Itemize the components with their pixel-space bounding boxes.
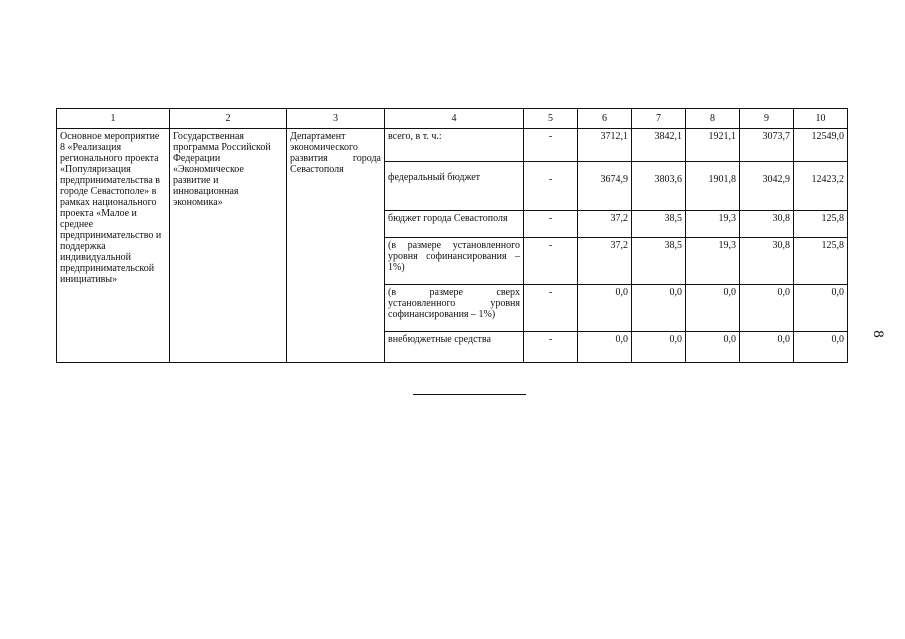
value-cell: -: [524, 162, 578, 211]
value-cell: 0,0: [578, 285, 632, 332]
value-cell: 12423,2: [794, 162, 848, 211]
value-cell: 3712,1: [578, 129, 632, 162]
source-cell: федеральный бюджет: [385, 162, 524, 211]
value-cell: 0,0: [632, 285, 686, 332]
col-header: 4: [385, 109, 524, 129]
end-separator-line: [413, 394, 526, 395]
value-cell: 0,0: [578, 332, 632, 363]
value-cell: 37,2: [578, 211, 632, 238]
funding-table: [56, 108, 848, 363]
col-header: 1: [57, 109, 170, 129]
source-cell: (в размере установленного уровня софинансирования – 1%): [385, 238, 524, 285]
value-cell: 38,5: [632, 211, 686, 238]
value-cell: 3073,7: [740, 129, 794, 162]
col-header: 9: [740, 109, 794, 129]
value-cell: 3803,6: [632, 162, 686, 211]
value-cell: 0,0: [686, 285, 740, 332]
value-cell: -: [524, 238, 578, 285]
col-header: 2: [170, 109, 287, 129]
col-header: 8: [686, 109, 740, 129]
value-cell: -: [524, 332, 578, 363]
col-header: 10: [794, 109, 848, 129]
value-cell: 0,0: [740, 332, 794, 363]
program-cell: Государственная программа Российской Федерации «Экономическое развитие и инновационная экономика»: [170, 129, 287, 363]
col-header: 7: [632, 109, 686, 129]
page-number: 8: [870, 330, 886, 338]
value-cell: 0,0: [794, 332, 848, 363]
value-cell: 1901,8: [686, 162, 740, 211]
value-cell: 125,8: [794, 211, 848, 238]
table-row: [57, 129, 848, 162]
source-cell: бюджет города Севастополя: [385, 211, 524, 238]
value-cell: 19,3: [686, 211, 740, 238]
source-cell: внебюджетные средства: [385, 332, 524, 363]
event-cell: Основное мероприятие 8 «Реализация регионального проекта «Популяризация предпринимательства в городе Севастополе» в рамках национального проекта «Малое и среднее предпринимательство и поддержка индивидуальной предпринимательской инициативы»: [57, 129, 170, 363]
value-cell: 3674,9: [578, 162, 632, 211]
source-cell: всего, в т. ч.:: [385, 129, 524, 162]
value-cell: 0,0: [740, 285, 794, 332]
value-cell: 19,3: [686, 238, 740, 285]
col-header: 6: [578, 109, 632, 129]
value-cell: 37,2: [578, 238, 632, 285]
value-cell: 30,8: [740, 238, 794, 285]
executor-cell: Департамент экономического развития города Севастополя: [287, 129, 385, 363]
value-cell: 1921,1: [686, 129, 740, 162]
value-cell: 12549,0: [794, 129, 848, 162]
value-cell: -: [524, 285, 578, 332]
source-cell: (в размере сверх установленного уровня софинансирования – 1%): [385, 285, 524, 332]
value-cell: 0,0: [632, 332, 686, 363]
value-cell: -: [524, 129, 578, 162]
value-cell: 125,8: [794, 238, 848, 285]
value-cell: 0,0: [794, 285, 848, 332]
col-header: 5: [524, 109, 578, 129]
col-header: 3: [287, 109, 385, 129]
value-cell: 30,8: [740, 211, 794, 238]
value-cell: 0,0: [686, 332, 740, 363]
value-cell: -: [524, 211, 578, 238]
value-cell: 3842,1: [632, 129, 686, 162]
header-row: [57, 109, 848, 129]
value-cell: 38,5: [632, 238, 686, 285]
value-cell: 3042,9: [740, 162, 794, 211]
